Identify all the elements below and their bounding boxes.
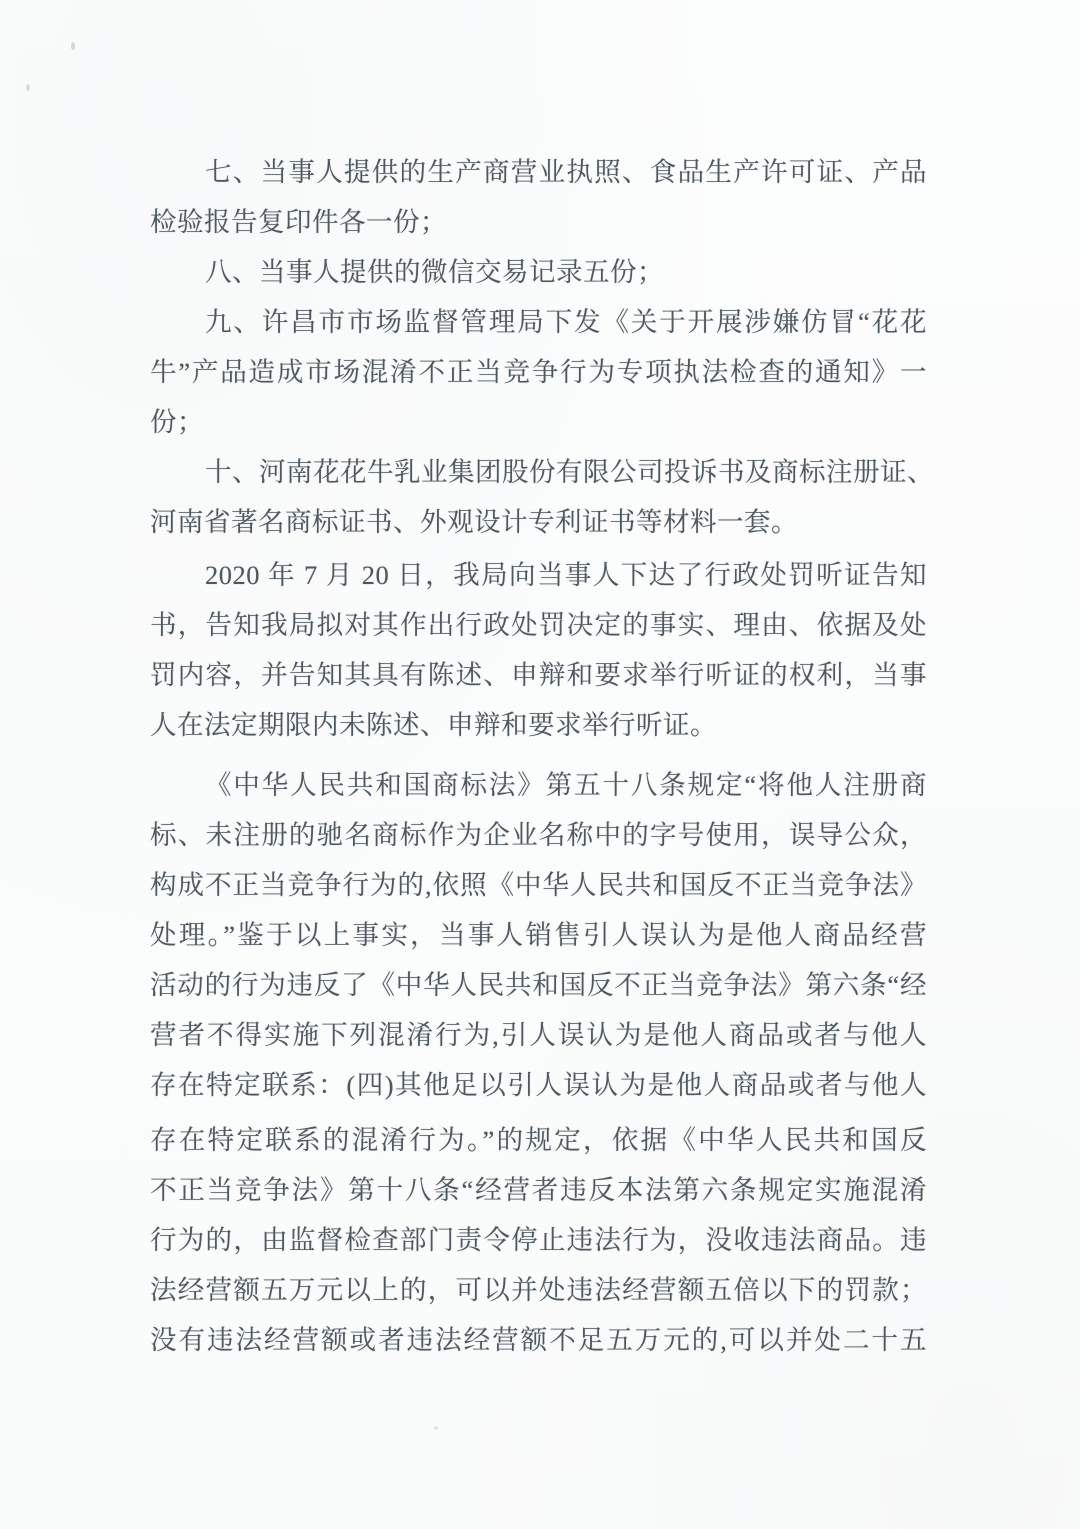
text-line: 份； — [150, 407, 204, 437]
text-line: 构成不正当竞争行为的,依照《中华人民共和国反不正当竞争法》 — [150, 870, 927, 900]
text-line: 不正当竞争法》第十八条“经营者违反本法第六条规定实施混淆 — [150, 1175, 927, 1205]
text-line: 2020 年 7 月 20 日，我局向当事人下达了行政处罚听证告知 — [205, 560, 927, 590]
scan-speck — [26, 84, 30, 91]
text-line: 九、许昌市市场监督管理局下发《关于开展涉嫌仿冒“花花 — [205, 307, 927, 337]
text-line: 存在特定联系的混淆行为。”的规定，依据《中华人民共和国反 — [150, 1125, 927, 1155]
text-line: 河南省著名商标证书、外观设计专利证书等材料一套。 — [150, 507, 798, 537]
text-line: 牛”产品造成市场混淆不正当竞争行为专项执法检查的通知》一 — [150, 357, 927, 387]
text-line: 存在特定联系：(四)其他足以引人误认为是他人商品或者与他人 — [150, 1070, 927, 1100]
text-line: 十、河南花花牛乳业集团股份有限公司投诉书及商标注册证、 — [205, 457, 934, 487]
scan-speck — [434, 1426, 438, 1430]
text-line: 罚内容，并告知其具有陈述、申辩和要求举行听证的权利，当事 — [150, 660, 927, 690]
text-line: 检验报告复印件各一份； — [150, 207, 447, 237]
text-line: 人在法定期限内未陈述、申辩和要求举行听证。 — [150, 710, 717, 740]
text-line: 八、当事人提供的微信交易记录五份； — [205, 257, 664, 287]
text-line: 活动的行为违反了《中华人民共和国反不正当竞争法》第六条“经 — [150, 970, 927, 1000]
scan-speck — [71, 42, 75, 50]
text-line: 没有违法经营额或者违法经营额不足五万元的,可以并处二十五 — [150, 1325, 927, 1355]
text-line: 行为的，由监督检查部门责令停止违法行为，没收违法商品。违 — [150, 1225, 927, 1255]
text-line: 法经营额五万元以上的，可以并处违法经营额五倍以下的罚款； — [150, 1275, 927, 1305]
text-line: 书，告知我局拟对其作出行政处罚决定的事实、理由、依据及处 — [150, 610, 927, 640]
text-line: 营者不得实施下列混淆行为,引人误认为是他人商品或者与他人 — [150, 1020, 927, 1050]
text-line: 《中华人民共和国商标法》第五十八条规定“将他人注册商 — [205, 770, 927, 800]
text-line: 处理。”鉴于以上事实，当事人销售引人误认为是他人商品经营 — [150, 920, 927, 950]
document-body — [150, 147, 934, 1365]
text-line: 标、未注册的驰名商标作为企业名称中的字号使用，误导公众， — [150, 820, 927, 850]
text-line: 七、当事人提供的生产商营业执照、食品生产许可证、产品 — [205, 157, 927, 187]
